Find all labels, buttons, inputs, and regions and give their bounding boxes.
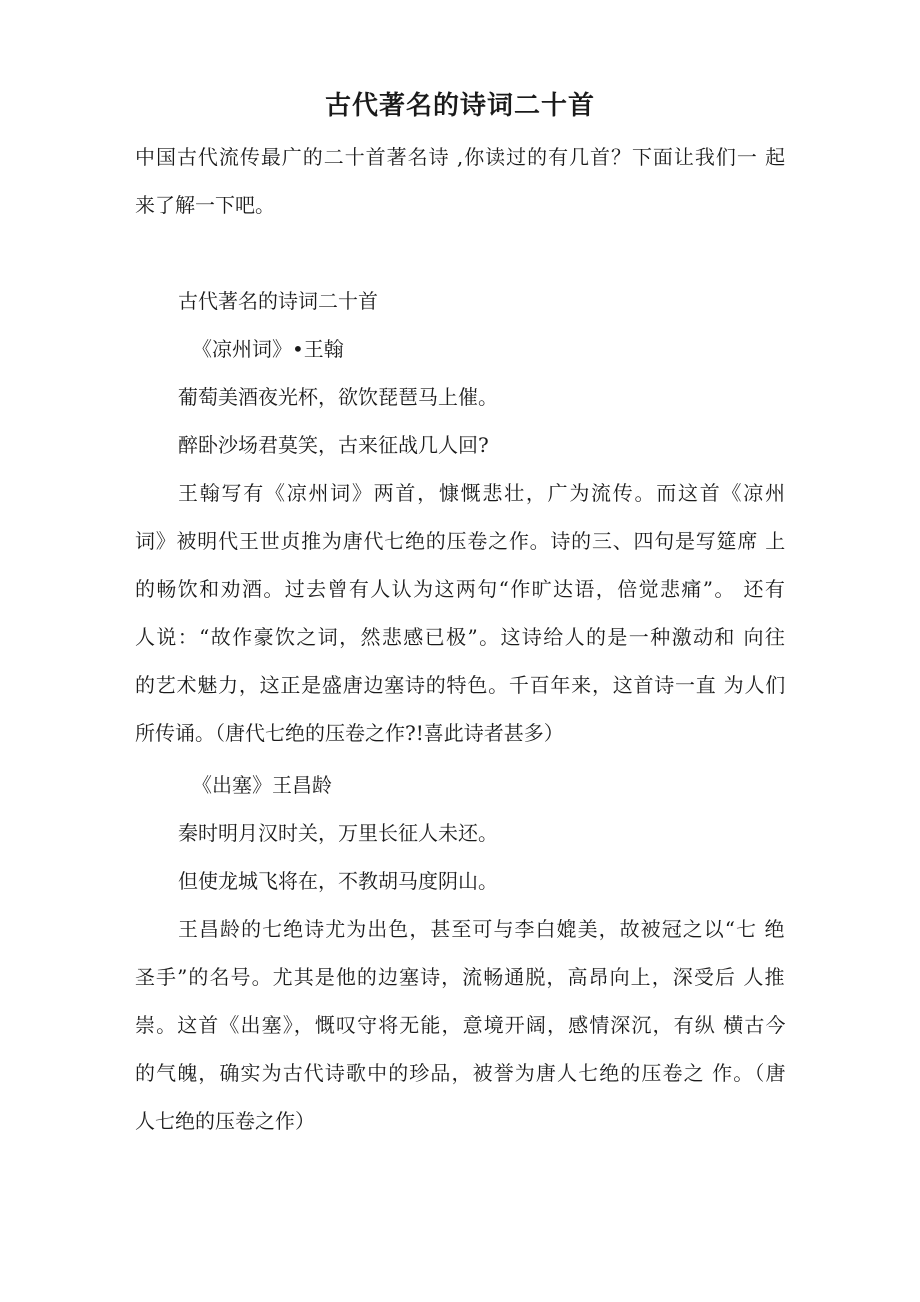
commentary-line: [135, 623, 785, 651]
commentary-line: 人七绝的压卷之作）: [135, 1109, 315, 1133]
commentary-line: [135, 1011, 785, 1039]
intro-line: 来了解一下吧。: [135, 193, 275, 217]
poem-verse: 秦时明月汉时关，万里长征人未还。: [178, 821, 498, 845]
commentary-line: [135, 1059, 785, 1087]
commentary-text: 的气魄，确实为古代诗歌中的珍品，被誉为唐人七绝的压卷之 作。（唐: [135, 1061, 787, 1085]
intro-text: 中国古代流传最广的二十首著名诗 ,你读过的有几首？下面让我们一 起: [135, 145, 787, 169]
commentary-line: 所传诵。（唐代七绝的压卷之作?!喜此诗者甚多）: [135, 721, 564, 745]
commentary-text: 王翰写有《凉州词》两首，慷慨悲壮，广为流传。而这首《凉州: [178, 481, 787, 505]
commentary-text: 崇。这首《出塞》，慨叹守将无能，意境开阔，感情深沉，有纵 横古今: [135, 1013, 787, 1037]
commentary-line: [135, 671, 785, 699]
poem-heading: 《凉州词》•王翰: [192, 337, 344, 361]
document-title: 古代著名的诗词二十首: [324, 91, 595, 121]
poem-verse: 醉卧沙场君莫笑，古来征战几人回?: [178, 433, 489, 457]
commentary-line: [135, 575, 785, 603]
commentary-line: [135, 963, 785, 991]
poem-verse: 但使龙城飞将在，不教胡马度阴山。: [178, 869, 498, 893]
commentary-line: [178, 479, 785, 507]
commentary-text: 王昌龄的七绝诗尤为出色，甚至可与李白媲美，故被冠之以“七 绝: [178, 917, 786, 941]
commentary-text: 圣手”的名号。尤其是他的边塞诗，流畅通脱，高昂向上，深受后 人推: [135, 965, 786, 989]
poem-verse: 葡萄美酒夜光杯，欲饮琵琶马上催。: [178, 385, 498, 409]
commentary-text: 人说：“故作豪饮之词，然悲感已极”。这诗给人的是一种激动和 向往: [135, 625, 787, 649]
commentary-line: [135, 527, 785, 555]
commentary-line: [178, 915, 785, 943]
poem-heading: 《出塞》王昌龄: [192, 773, 332, 797]
commentary-text: 的畅饮和劝酒。过去曾有人认为这两句“作旷达语，倍觉悲痛”。 还有: [135, 577, 787, 601]
commentary-text: 的艺术魅力，这正是盛唐边塞诗的特色。千百年来，这首诗一直 为人们: [135, 673, 786, 697]
section-heading: 古代著名的诗词二十首: [178, 289, 378, 313]
intro-line: [135, 143, 785, 171]
commentary-text: 词》被明代王世贞推为唐代七绝的压卷之作。诗的三、四句是写筵席 上: [135, 529, 786, 553]
